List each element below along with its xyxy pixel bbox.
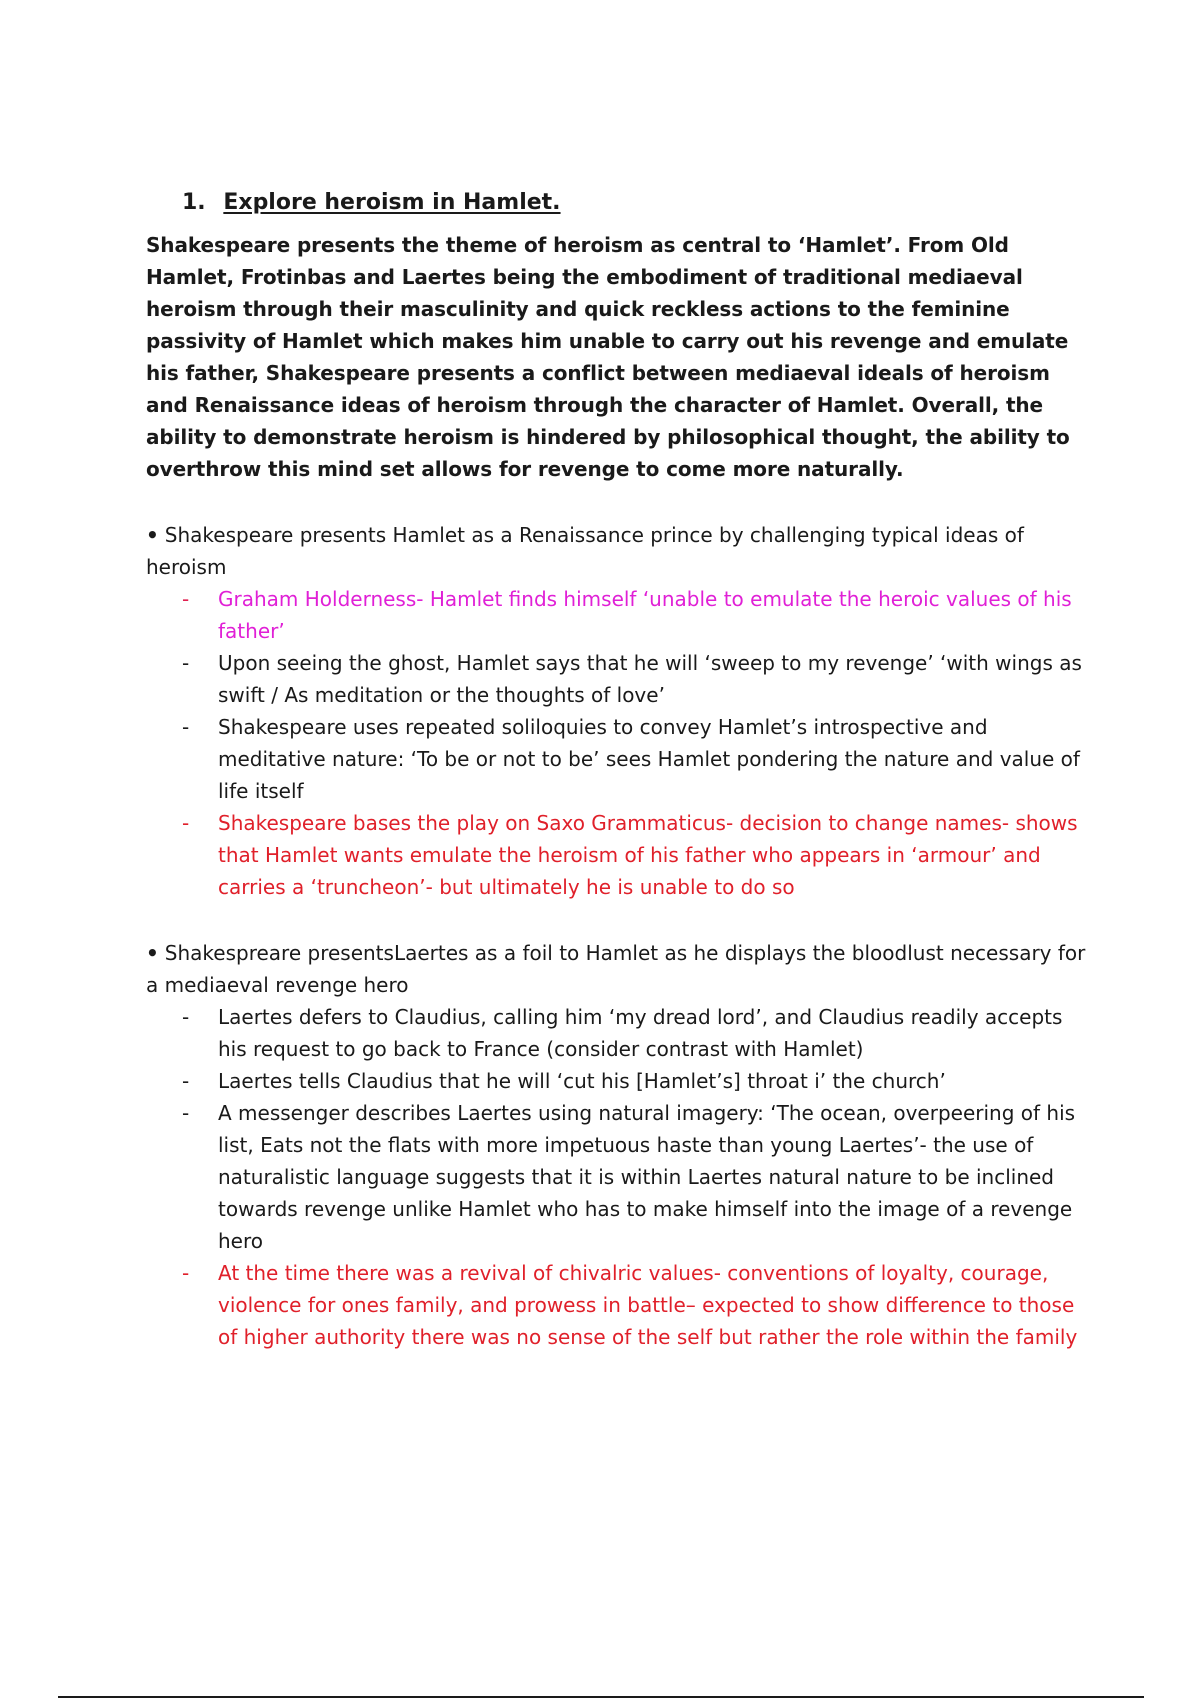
intro-paragraph: Shakespeare presents the theme of heroism as central to ‘Hamlet’. From Old Hamlet, Frotinbas and Laertes being the embodiment of traditional mediaeval heroism through their masculinity and quick reckless actions to the feminine passivity of Hamlet which makes him unable to carry out his revenge and emulate his father, Shakespeare presents a conflict between mediaeval ideals of heroism and Renaissance ideas of heroism through the character of Hamlet. Overall, the ability to demonstrate heroism is hindered by philosophical thought, the ability to overthrow this mind set allows for revenge to come more naturally.	[146, 233, 1070, 481]
section-point-text: Shakespeare presents Hamlet as a Renaissance prince by challenging typical ideas of heroism	[146, 523, 1024, 579]
list-item	[182, 807, 1096, 903]
dash-icon: -	[182, 1069, 190, 1093]
section-hamlet	[146, 519, 1096, 903]
list-item-text: Laertes tells Claudius that he will ‘cut his [Hamlet’s] throat i’ the church’	[218, 1069, 946, 1093]
section-point	[146, 937, 1096, 1001]
question-heading	[182, 185, 1096, 221]
dash-icon: -	[182, 715, 190, 739]
bullet-icon: •	[146, 523, 159, 547]
question-title: Explore heroism in Hamlet.	[223, 190, 561, 215]
list-item-text: A messenger describes Laertes using natural imagery: ‘The ocean, overpeering of his list, Eats not the flats with more impetuous haste than young Laertes’- the use of naturalistic language suggests that it is within Laertes natural nature to be inclined towards revenge unlike Hamlet who has to make himself into the image of a revenge hero	[218, 1101, 1076, 1253]
dash-icon: -	[182, 1261, 190, 1285]
footer-divider	[58, 1696, 1144, 1698]
list-item-text: Shakespeare bases the play on Saxo Grammaticus- decision to change names- shows that Hamlet wants emulate the heroism of his father who appears in ‘armour’ and carries a ‘truncheon’- but ultimately he is unable to do so	[218, 811, 1078, 899]
list-item	[182, 583, 1096, 647]
section-point	[146, 519, 1096, 583]
list-item	[182, 647, 1096, 711]
list-item	[182, 1001, 1096, 1065]
list-item-text: At the time there was a revival of chivalric values- conventions of loyalty, courage, violence for ones family, and prowess in battle– expected to show difference to those of higher authority there was no sense of the self but rather the role within the family	[218, 1261, 1078, 1349]
dash-icon: -	[182, 1005, 190, 1029]
list-item-text: Upon seeing the ghost, Hamlet says that he will ‘sweep to my revenge’ ‘with wings as swift / As meditation or the thoughts of love’	[218, 651, 1082, 707]
list-item-text: Graham Holderness- Hamlet finds himself ‘unable to emulate the heroic values of his father’	[218, 587, 1072, 643]
list-item-text: Shakespeare uses repeated soliloquies to convey Hamlet’s introspective and meditative nature: ‘To be or not to be’ sees Hamlet pondering the nature and value of life itself	[218, 715, 1080, 803]
list-item	[182, 1065, 1096, 1097]
section-point-text: Shakespreare presentsLaertes as a foil to Hamlet as he displays the bloodlust necessary for a mediaeval revenge hero	[146, 941, 1086, 997]
dash-icon: -	[182, 651, 190, 675]
subpoint-list	[146, 583, 1096, 903]
dash-icon: -	[182, 587, 190, 611]
dash-icon: -	[182, 811, 190, 835]
question-number: 1.	[182, 190, 206, 215]
bullet-icon: •	[146, 941, 159, 965]
list-item	[182, 1257, 1096, 1353]
list-item-text: Laertes defers to Claudius, calling him ‘my dread lord’, and Claudius readily accepts his request to go back to France (consider contrast with Hamlet)	[218, 1005, 1063, 1061]
list-item	[182, 1097, 1096, 1257]
document-page	[146, 185, 1096, 1387]
list-item	[182, 711, 1096, 807]
section-laertes	[146, 937, 1096, 1353]
subpoint-list	[146, 1001, 1096, 1353]
dash-icon: -	[182, 1101, 190, 1125]
